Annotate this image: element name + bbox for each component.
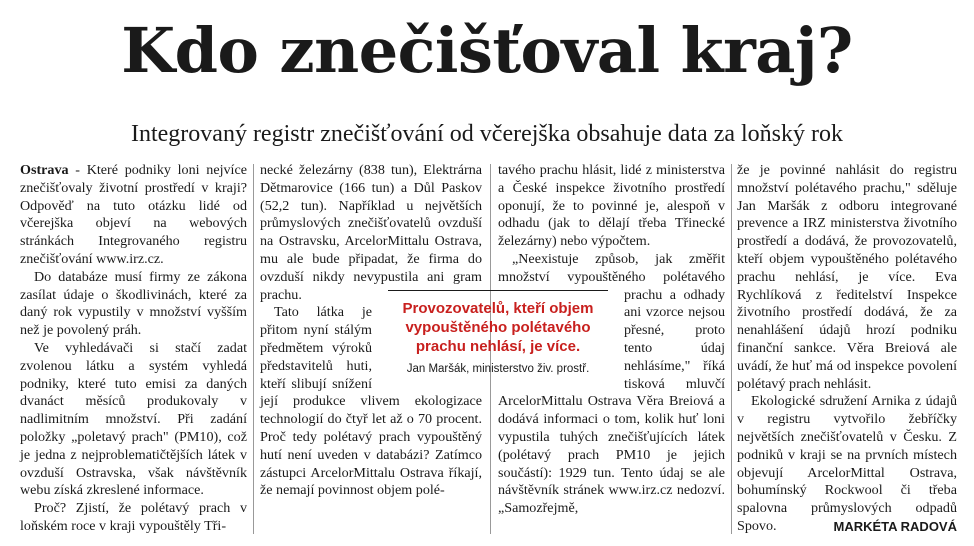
pull-quote-text: Provozovatelů, kteří objem vypouštěného polétavého prachu nehlásí, je více. [402, 300, 594, 355]
headline: Kdo znečišťoval kraj? [121, 14, 853, 87]
byline: MARKÉTA RADOVÁ [833, 518, 957, 534]
paragraph: Do databáze musí firmy ze zákona zasílat údaje o škodlivinách, které za daný rok vypustily v množství vyšším než je povolený práh. [20, 268, 247, 339]
paragraph [737, 393, 957, 535]
pull-quote-rule [388, 290, 608, 291]
pull-quote-attribution: Jan Maršák, ministerstvo živ. prostř. [406, 363, 590, 375]
pull-quote [380, 290, 616, 377]
paragraph-text: - Které podniky loni nejvíce znečišťovaly životní prostředí v kraji? Odpověď na tuto otázku lidé od včerejška objeví na webových stránkách Integrovaného registru znečišťování www.irz.cz. [20, 162, 247, 267]
paragraph-text: Ekologické sdružení Arnika z údajů v registru vytvořilo žebříčky největších znečišťovatelů v Česku. Z podniků v kraji se na prvních místech objevují ArcelorMittal Ostrava, bohumínský Rockwool či třeba spalovna průmyslových odpadů Spovo. [737, 393, 957, 534]
paragraph: Proč? Zjistí, že polétavý prach v loňském roce v kraji vypouštěly Tři- [20, 500, 247, 534]
paragraph: Ve vyhledávači si stačí zadat zvolenou látku a systém vyhledá podniky, které tuto emisi za daných dvanáct měsíců produkovaly v nadlimitním množství. Při zadání položky „poletavý prach" (PM10), což je jedna z nejproblematičtějších látek v ovzduší Ostravska, však návštěvník webu získá zkreslené informace. [20, 339, 247, 499]
paragraph: „Neexistuje způsob, jak změřit množství vypouštěného polétavého prachu a odhady ani vzorce nejsou přesné, proto tento údaj nehlásíme," říká tisková mluvčí ArcelorMittalu Ostrava Věra Breiová a dodává informaci o tom, kolik huť loni vypustila tuhých znečišťujících látek (polétavý prach PM10 je jejich součástí): 1929 tun. Tento údaj se ale návštěvník stránek www.irz.cz nedozví. „Samozřejmě, [498, 250, 725, 517]
article-column-1 [20, 162, 247, 536]
paragraph [20, 162, 247, 269]
paragraph: necké železárny (838 tun), Elektrárna Dětmarovice (166 tun) a Důl Paskov (52,2 tun). Například u největších průmyslových znečišťovatelů ovzduší na Ostravsku, ArcelorMittalu Ostrava, mu ale bude připadat, že firma do ovzduší nikdy nevypustila ani gram prachu. [260, 162, 482, 303]
paragraph: Tato látka je přitom nyní stálým předmětem výroků představitelů huti, kteří slibují snížení její produkce vlivem ekologizace technologií do čtyř let až o 70 procent. Proč tedy polétavý prach vypouštěný hutí není uveden v databázi? Zatímco zástupci ArcelorMittalu Ostrava říkají, že nemají povinnost objem polé- [260, 304, 482, 499]
paragraph: že je povinné nahlásit do registru množství polétavého prachu," sděluje Jan Maršák z odboru integrované prevence a IRZ ministerstva životního prostředí a dodává, že provozovatelů, kteří objem vypouštěného polétavého prachu nehlásí, je více. Eva Rychlíková z ředitelství Inspekce životního prostředí dodává, že za nenahlášení údajů hrozí podniku finanční sankce. Věra Breiová ale uvádí, že huť má od inspekce povolení polétavý prach nehlásit. [737, 162, 957, 392]
column-divider [731, 164, 732, 534]
article-column-4 [737, 162, 957, 536]
column-divider [253, 164, 254, 534]
subheadline: Integrovaný registr znečišťování od včerejška obsahuje data za loňský rok [130, 121, 843, 147]
dateline: Ostrava [20, 162, 69, 178]
paragraph: tavého prachu hlásit, lidé z ministerstva a České inspekce životního prostředí oponují, že to povinné je, alespoň v odhadu (jak to dělají třeba Třinecké železárny) nebo výpočtem. [498, 162, 725, 250]
